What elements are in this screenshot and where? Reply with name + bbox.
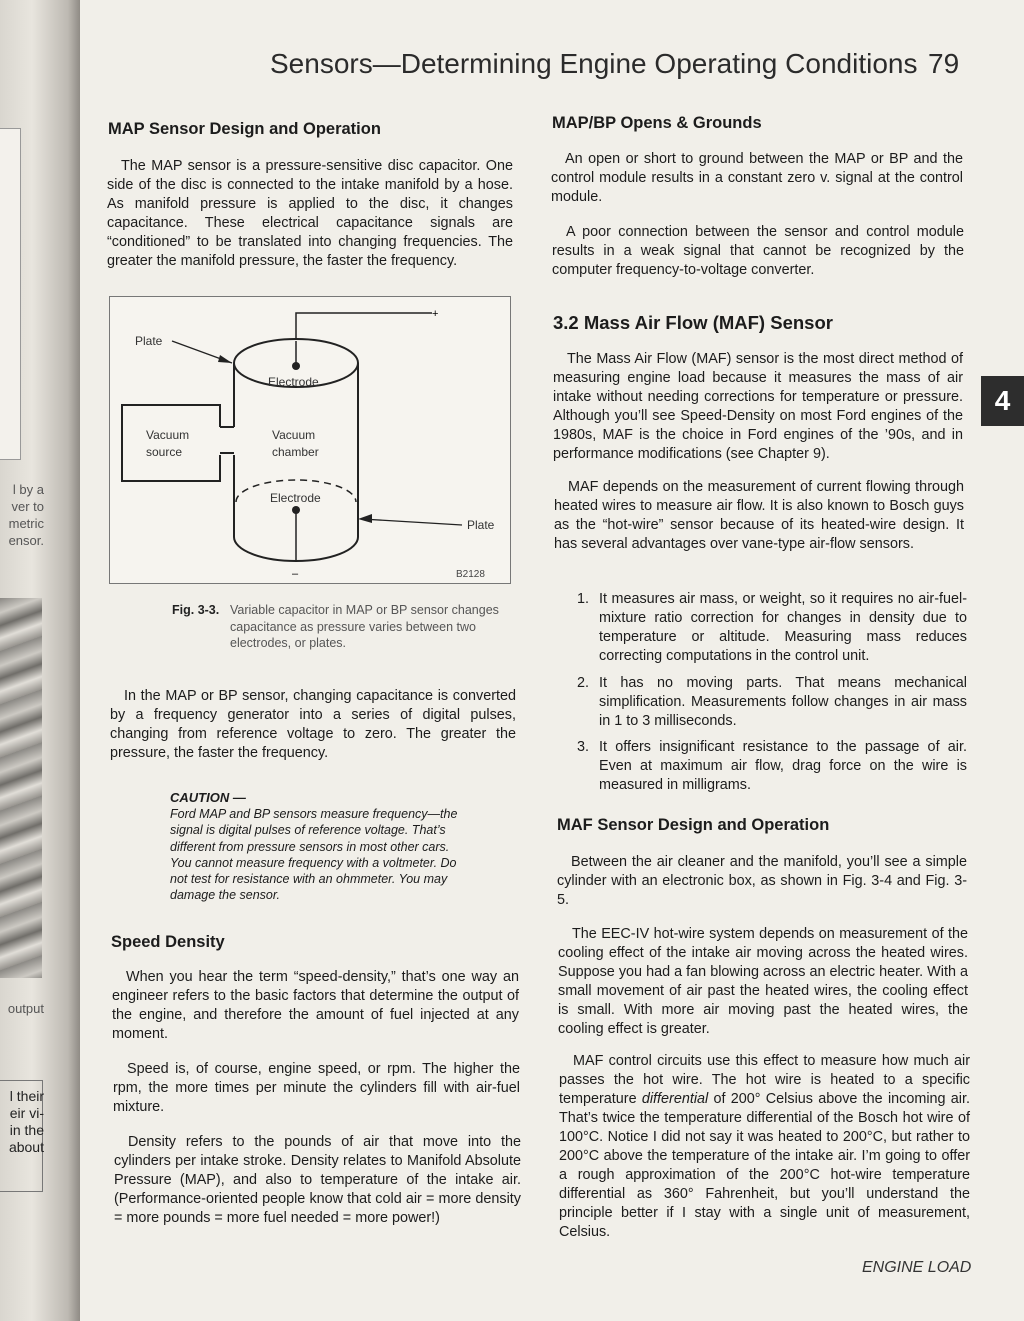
plate-bottom-leader <box>362 519 462 525</box>
paragraph-text: MAF control circuits use this effect to measure how much air passes the hot wire. The hot wire is heated to a specific temperature <box>559 1053 970 1107</box>
vacuum-source-label: Vacuum <box>146 428 190 442</box>
speed-density-paragraph-3: Density refers to the pounds of air that move into the cylinders per intake stroke. Density relates to Manifold Absolute Pressure (MAP), and also to temperature of the intake air. (Performance-oriented people know that cold air = more density = more pounds = more fuel needed = more power!) <box>114 1134 521 1226</box>
fragment-line: l by a <box>12 482 44 497</box>
plate-top-arrowhead <box>218 355 232 363</box>
map-design-paragraph: The MAP sensor is a pressure-sensitive disc capacitor. One side of the disc is connected to the intake manifold by a hose. As manifold pressure is applied to the disc, it changes capacitance. These electrical capacitance signals are “conditioned” to be translated into changing frequencies. The greater the manifold pressure, the faster the frequency. <box>107 158 513 269</box>
header-title: Sensors—Determining Engine Operating Conditions <box>270 48 918 79</box>
maf-intro-paragraph: The Mass Air Flow (MAF) sensor is the most direct method of measuring engine load because it measures the mass of air intake without needing corrections for temperature or pressure. Although you’ll see Speed-Density on most Ford engines of the 1980s, MAF is the choice in Ford engines of the ’90s, and in performance modifications (see Chapter 9). <box>553 351 963 462</box>
minus-label: – <box>292 568 299 580</box>
maf-design-paragraph-1: Between the air cleaner and the manifold, you’ll see a simple cylinder with an electronic box, as shown in Fig. 3-4 and Fig. 3-5. <box>557 854 967 908</box>
fragment-line: in the <box>9 1122 44 1138</box>
vacuum-chamber-label-2: chamber <box>272 445 319 459</box>
caution-text: Ford MAP and BP sensors measure frequency—the signal is digital pulses of reference voltage. That’s different from pressure sensors in most other cars. You cannot measure frequency with a voltmeter. Do not test for resistance with an ohmmeter. You may damage the sensor. <box>170 807 458 903</box>
fragment-line: l their <box>9 1088 44 1104</box>
emphasized-term: differential <box>641 1091 709 1107</box>
chapter-tab: 4 <box>981 376 1024 426</box>
maf-advantages-paragraph: MAF depends on the measurement of current flowing through heated wires to measure air flow. It is also known to Bosch guys as the “hot-wire” sensor because of its heated-wire design. It has several advantages over vane-type air-flow sensors. <box>554 479 964 552</box>
previous-page-output-text: output <box>7 1001 44 1016</box>
opens-grounds-paragraph-2: A poor connection between the sensor and control module results in a weak signal that cannot be recognized by the computer frequency-to-voltage converter. <box>552 224 964 278</box>
speed-density-heading: Speed Density <box>111 933 225 951</box>
previous-page-text-fragment <box>0 481 44 549</box>
conversion-paragraph: In the MAP or BP sensor, changing capacitance is converted by a frequency generator into a series of digital pulses, changing from reference voltage to zero. The greater the pressure, the faster the frequency. <box>110 688 516 761</box>
vacuum-source-label-2: source <box>146 445 183 459</box>
caution-label: CAUTION — <box>170 790 246 805</box>
opens-grounds-heading: MAP/BP Opens & Grounds <box>552 114 762 132</box>
page-number: 79 <box>928 48 960 79</box>
capacitor-diagram <box>110 297 510 583</box>
fragment-line: metric <box>8 516 44 531</box>
figure-caption-text: Variable capacitor in MAP or BP sensor changes capacitance as pressure varies between two electrodes, or plates. <box>230 603 499 650</box>
plate-bottom-label: Plate <box>467 518 495 532</box>
paragraph-text: of 200° Celsius above the incoming air. That’s twice the temperature differential of the Bosch hot wire of 100°C. Notice I did not say it was heated to 200°C, but rather to 200°C above the temperature of the intake air. I’m going to offer a rough approximation of the 200°C hot-wire temperature differential as 360° Fahrenheit, but you’ll understand the principle better if I stay with a single unit of measurement, Celsius. <box>559 1091 970 1240</box>
fragment-line: about <box>8 1139 44 1155</box>
speed-density-paragraph-2: Speed is, of course, engine speed, or rpm. The higher the rpm, the more times per minute the cylinders fill with air-fuel mixture. <box>113 1061 520 1115</box>
electrode-top-label: Electrode <box>268 375 319 389</box>
list-item-text: It has no moving parts. That means mechanical simplification. Measurements follow changes in air mass in 1 to 3 milliseconds. <box>599 675 967 729</box>
figure-id: B2128 <box>456 569 485 580</box>
figure-caption-label: Fig. 3-3. <box>172 603 220 617</box>
plate-top-label: Plate <box>135 334 163 348</box>
running-header <box>270 48 970 80</box>
caution-note <box>170 790 460 903</box>
top-electrode-dot <box>292 362 300 370</box>
previous-page-box <box>0 128 21 460</box>
vacuum-source-box <box>122 405 220 481</box>
electrode-bottom-label: Electrode <box>270 491 321 505</box>
fragment-line: eir vi- <box>9 1105 44 1121</box>
running-footer: ENGINE LOAD <box>862 1259 972 1276</box>
plate-bottom-arrowhead <box>358 514 372 523</box>
maf-design-heading: MAF Sensor Design and Operation <box>557 816 830 834</box>
maf-section-heading: 3.2 Mass Air Flow (MAF) Sensor <box>553 312 833 333</box>
list-item-number: 2. <box>577 675 590 691</box>
list-item-text: It measures air mass, or weight, so it requires no air-fuel-mixture ratio correction for changes in density due to temperature or altitude. Measuring mass reduces correcting computations in the control unit. <box>599 591 967 664</box>
fragment-line: ver to <box>11 499 44 514</box>
plus-label: + <box>432 308 439 320</box>
previous-page-text-fragment-2 <box>0 1088 44 1156</box>
map-design-heading: MAP Sensor Design and Operation <box>108 120 381 138</box>
fragment-line: ensor. <box>8 533 44 548</box>
maf-design-paragraph-3 <box>559 1052 970 1242</box>
vacuum-chamber-label: Vacuum <box>272 428 316 442</box>
previous-page-photo <box>0 598 42 978</box>
maf-design-paragraph-2: The EEC-IV hot-wire system depends on measurement of the cooling effect of the intake air moving across the heated wires. Suppose you had a fan blowing across an electric heater. With a small movement of air past the heated wires, the cooling effect is small. With more air moving past the heated wires, the cooling effect is greater. <box>558 926 968 1037</box>
figure-3-3 <box>109 296 511 584</box>
list-item-number: 3. <box>577 739 590 755</box>
figure-caption <box>172 602 514 650</box>
opens-grounds-paragraph-1: An open or short to ground between the MAP or BP and the control module results in a constant zero v. signal at the control module. <box>551 151 963 205</box>
list-item-number: 1. <box>577 591 590 607</box>
list-item-text: It offers insignificant resistance to the passage of air. Even at maximum air flow, drag force on the wire is measured in milligrams. <box>599 739 967 793</box>
speed-density-paragraph-1: When you hear the term “speed-density,” that’s one way an engineer refers to the basic factors that determine the output of the engine, and therefore the amount of fuel injected at any moment. <box>112 969 519 1042</box>
